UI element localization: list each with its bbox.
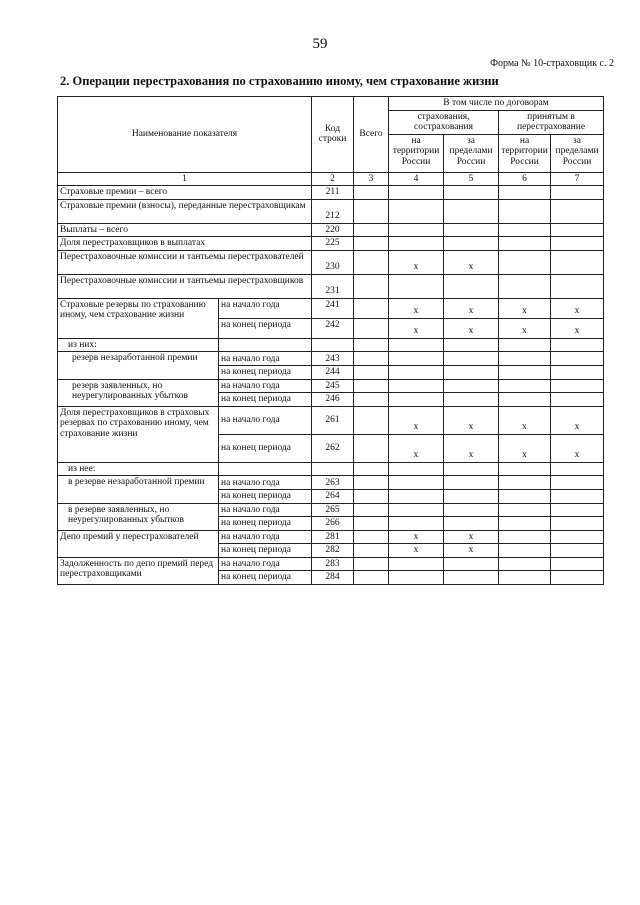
row-code: 241 <box>312 298 354 318</box>
row-period: на начало года <box>219 352 312 366</box>
row-code: 265 <box>312 503 354 517</box>
row-code: 243 <box>312 352 354 366</box>
x-mark: x <box>389 434 444 462</box>
of-which-label: из них: <box>58 338 219 352</box>
row-deposit-label: Депо премий у перестрахователей <box>58 530 219 557</box>
row-code: 242 <box>312 318 354 338</box>
x-mark: x <box>444 318 499 338</box>
row-code: 244 <box>312 366 354 380</box>
row-code: 284 <box>312 571 354 585</box>
row-share-label: Доля перестраховщиков в страховых резервах по страхованию иному, чем страхование жизни <box>58 406 219 462</box>
row-code: 283 <box>312 557 354 571</box>
x-mark: x <box>499 434 551 462</box>
section-title: 2. Операции перестрахования по страхованию иному, чем страхование жизни <box>60 74 499 88</box>
form-reference: Форма № 10-страховщик с. 2 <box>490 58 614 69</box>
row-225-label: Доля перестраховщиков в выплатах <box>58 237 312 251</box>
row-period: на начало года <box>219 503 312 517</box>
x-mark: x <box>551 318 604 338</box>
x-mark: x <box>444 434 499 462</box>
of-it-label: из нее: <box>58 462 219 476</box>
x-mark: x <box>551 434 604 462</box>
x-mark: x <box>444 250 499 274</box>
row-period: на конец периода <box>219 490 312 504</box>
x-mark: x <box>389 298 444 318</box>
row-period: на конец периода <box>219 434 312 462</box>
row-code: 245 <box>312 379 354 393</box>
share-unearned-label: в резерве незаработанной премии <box>58 476 219 504</box>
reinsurance-table <box>57 96 604 585</box>
row-code: 261 <box>312 406 354 434</box>
row-code: 282 <box>312 544 354 558</box>
row-code: 246 <box>312 393 354 407</box>
row-code: 264 <box>312 490 354 504</box>
x-mark: x <box>389 530 444 544</box>
row-period: на начало года <box>219 476 312 490</box>
x-mark: x <box>499 318 551 338</box>
claims-reserve-label: резерв заявленных, но неурегулированных убытков <box>58 379 219 406</box>
x-mark: x <box>444 298 499 318</box>
row-code: 281 <box>312 530 354 544</box>
row-period: на начало года <box>219 298 312 318</box>
row-reserves-label: Страховые резервы по страхованию иному, чем страхование жизни <box>58 298 219 338</box>
x-mark: x <box>444 530 499 544</box>
header-insurance-group: страхования, сострахования <box>389 110 499 134</box>
header-in-russia: на территории России <box>499 134 551 172</box>
row-period: на конец периода <box>219 393 312 407</box>
x-mark: x <box>551 298 604 318</box>
row-code: 225 <box>312 237 354 251</box>
x-mark: x <box>444 406 499 434</box>
row-code: 231 <box>312 274 354 298</box>
x-mark: x <box>389 406 444 434</box>
header-in-russia: на территории России <box>389 134 444 172</box>
share-claims-label: в резерве заявленных, но неурегулированных убытков <box>58 503 219 530</box>
row-code: 212 <box>312 199 354 223</box>
row-code: 211 <box>312 186 354 200</box>
x-mark: x <box>444 544 499 558</box>
header-code: Код строки <box>312 97 354 173</box>
col-num-4: 4 <box>389 172 444 186</box>
row-debt-label: Задолженность по депо премий перед перестраховщиками <box>58 557 219 584</box>
row-code: 230 <box>312 250 354 274</box>
row-period: на конец периода <box>219 517 312 531</box>
row-period: на начало года <box>219 406 312 434</box>
x-mark: x <box>499 298 551 318</box>
row-period: на начало года <box>219 557 312 571</box>
row-211-label: Страховые премии – всего <box>58 186 312 200</box>
x-mark: x <box>551 406 604 434</box>
x-mark: x <box>499 406 551 434</box>
row-code: 262 <box>312 434 354 462</box>
row-212-label: Страховые премии (взносы), переданные перестраховщикам <box>58 199 312 223</box>
page-number: 59 <box>312 36 328 52</box>
row-period: на начало года <box>219 530 312 544</box>
row-231-label: Перестраховочные комиссии и тантьемы перестраховщиков <box>58 274 312 298</box>
col-num-2: 2 <box>312 172 354 186</box>
header-outside-russia: за пределами России <box>551 134 604 172</box>
col-num-1: 1 <box>58 172 312 186</box>
row-code: 263 <box>312 476 354 490</box>
header-total: Всего <box>354 97 389 173</box>
header-including: В том числе по договорам <box>389 97 604 111</box>
x-mark: x <box>389 544 444 558</box>
row-230-label: Перестраховочные комиссии и тантьемы перестрахователей <box>58 250 312 274</box>
row-code: 266 <box>312 517 354 531</box>
row-code: 220 <box>312 223 354 237</box>
header-name: Наименование показателя <box>58 97 312 173</box>
row-period: на начало года <box>219 379 312 393</box>
row-period: на конец периода <box>219 544 312 558</box>
row-period: на конец периода <box>219 571 312 585</box>
row-220-label: Выплаты – всего <box>58 223 312 237</box>
col-num-7: 7 <box>551 172 604 186</box>
unearned-premium-reserve-label: резерв незаработанной премии <box>58 352 219 380</box>
x-mark: x <box>389 250 444 274</box>
x-mark: x <box>389 318 444 338</box>
col-num-3: 3 <box>354 172 389 186</box>
col-num-6: 6 <box>499 172 551 186</box>
header-outside-russia: за пределами России <box>444 134 499 172</box>
row-period: на конец периода <box>219 318 312 338</box>
row-period: на конец периода <box>219 366 312 380</box>
header-accepted-group: принятым в перестрахование <box>499 110 604 134</box>
col-num-5: 5 <box>444 172 499 186</box>
